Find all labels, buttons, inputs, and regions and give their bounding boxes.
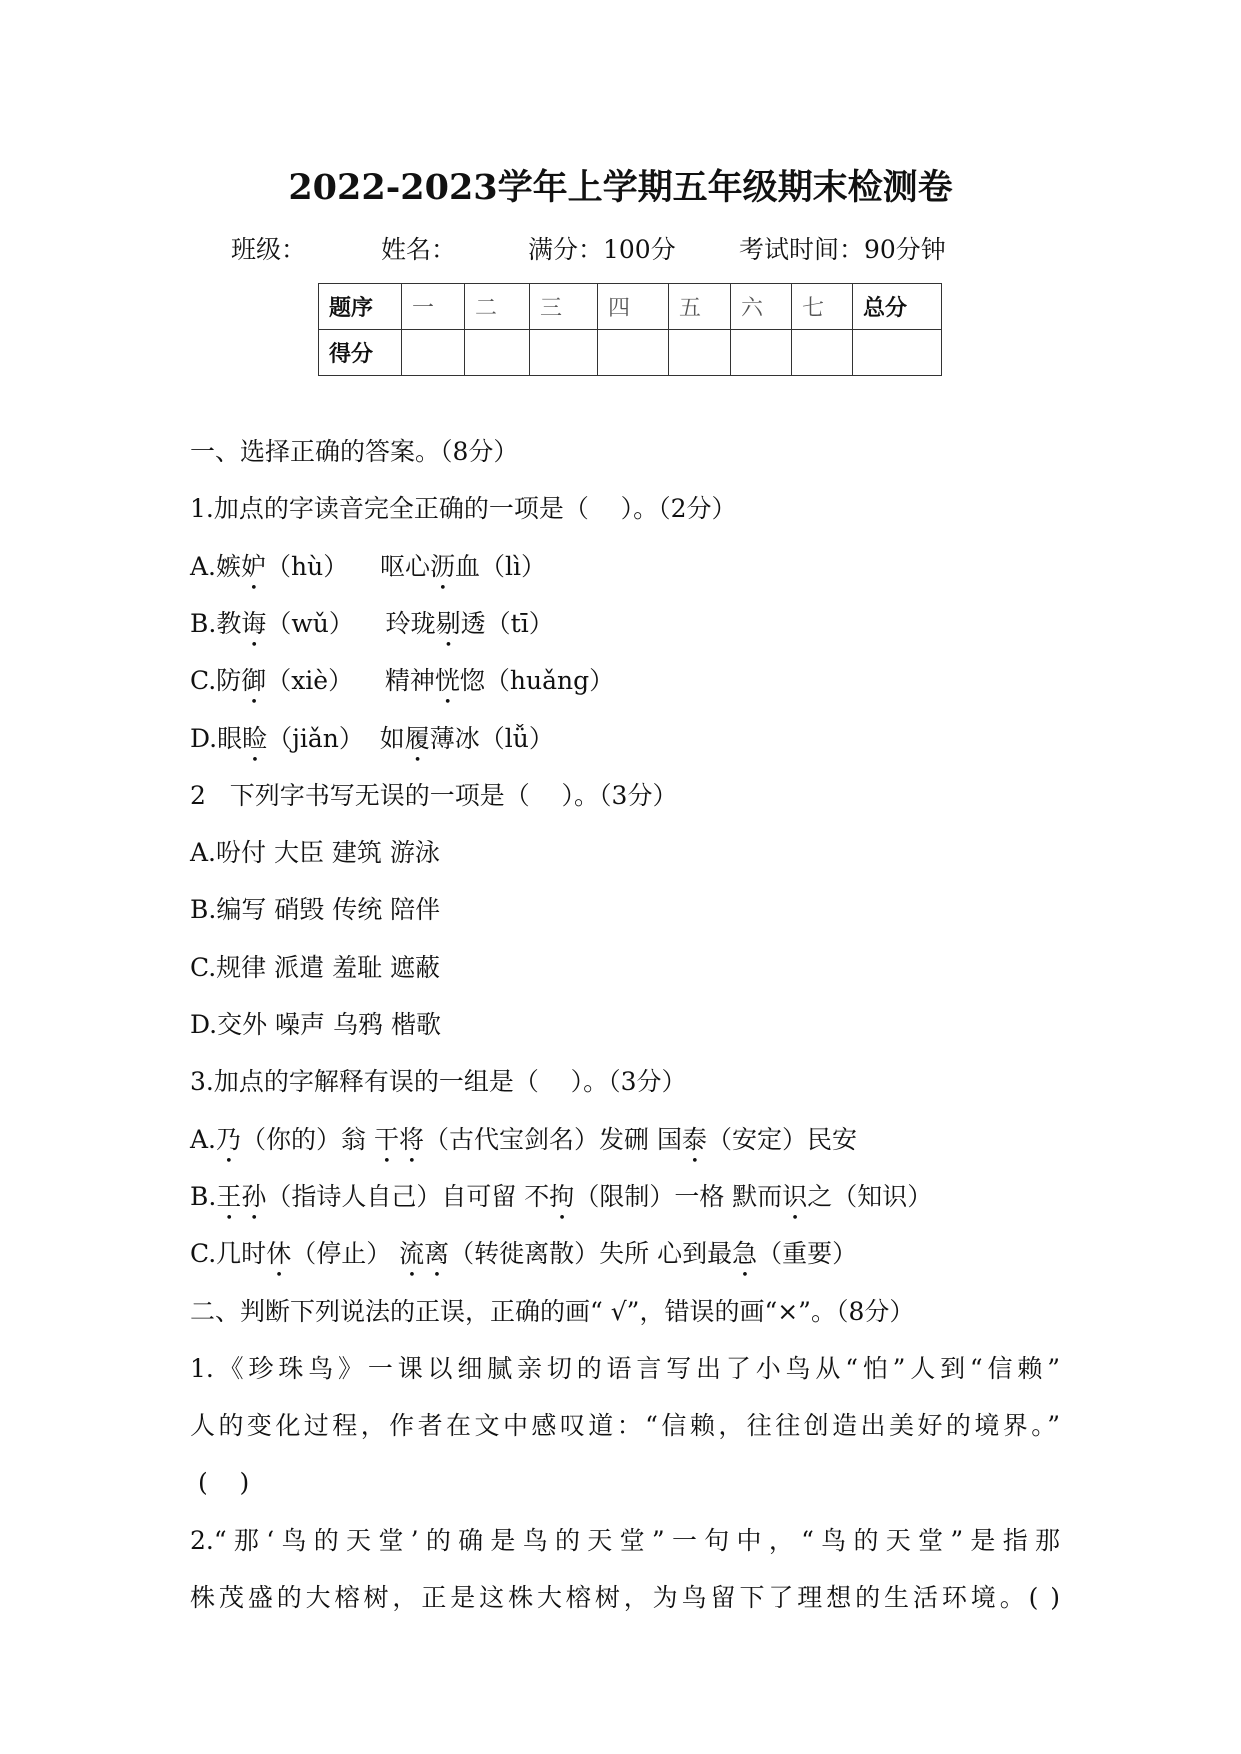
text-segment: D.交外 噪声 乌鸦 楷歌 [190, 1010, 441, 1039]
text-segment: 之（知识） [807, 1181, 933, 1211]
text-segment: B. [190, 1181, 217, 1211]
emphasized-char: 睑 [242, 723, 268, 753]
header-cell: 四 [598, 284, 669, 330]
emphasized-char: 恍 [434, 666, 460, 696]
text-segment: 1.加点的字读音完全正确的一项是（ ）。（2分） [190, 494, 737, 524]
text-segment: （重要） [757, 1239, 858, 1269]
exam-time-label: 考试时间：90分钟 [739, 235, 946, 264]
page-title: 2022-2023学年上学期五年级期末检测卷 [288, 167, 953, 208]
text-line [190, 1182, 932, 1226]
name-label: 姓名： [381, 235, 457, 264]
text-line [190, 1067, 687, 1097]
emphasized-char: 休 [266, 1239, 292, 1269]
text-segment: 3.加点的字解释有误的一组是（ ）。（3分） [190, 1067, 687, 1097]
header-cell: 二 [465, 284, 530, 330]
text-line [190, 437, 518, 467]
text-segment: （xiè） 精神 [266, 666, 435, 696]
emphasized-char: 履 [404, 723, 430, 753]
text-segment: 薄冰（lǚ） [429, 723, 554, 753]
score-cell[interactable] [402, 330, 465, 376]
text-line [190, 1468, 249, 1498]
text-segment: （转徙离散）失所 心到最 [449, 1239, 733, 1269]
text-segment: B.教 [190, 608, 242, 638]
text-segment: （hù） 呕心 [266, 551, 431, 581]
emphasized-char: 识 [782, 1181, 808, 1211]
text-segment: 透（tī） [460, 608, 554, 638]
text-line [190, 1239, 857, 1283]
class-label: 班级： [231, 235, 307, 264]
emphasized-char: 沥 [430, 551, 456, 581]
text-segment: （古代宝剑名）发硎 国 [424, 1124, 682, 1154]
emphasized-char: 急 [732, 1239, 758, 1269]
text-line [190, 552, 546, 596]
header-cell: 题序 [319, 284, 402, 330]
emphasized-char: 王孙 [216, 1181, 267, 1211]
text-line [190, 953, 440, 983]
text-line [190, 609, 554, 653]
text-segment: A. [190, 1124, 217, 1154]
emphasized-char: 乃 [216, 1124, 242, 1154]
text-segment: 2.“那‘鸟的天堂’的确是鸟的天堂”一句中，“鸟的天堂”是指那 [190, 1525, 1060, 1555]
text-segment: C.防 [190, 666, 242, 696]
emphasized-char: 泰 [681, 1124, 707, 1154]
text-segment: 血（lì） [455, 551, 547, 581]
text-segment: （停止） [291, 1239, 400, 1269]
text-line [190, 1583, 1060, 1613]
text-segment: D.眼 [190, 723, 243, 753]
text-line [190, 494, 737, 524]
text-segment: （jiǎn） 如 [267, 723, 405, 753]
text-line [190, 1125, 857, 1169]
header-cell: 六 [731, 284, 792, 330]
emphasized-char: 妒 [241, 551, 267, 581]
header-cell: 三 [530, 284, 598, 330]
text-segment: （指诗人自己）自可留 不 [266, 1181, 550, 1211]
score-table-header-row [319, 284, 942, 330]
text-segment: 惚（huǎng） [459, 666, 615, 696]
score-table [318, 283, 942, 376]
header-cell: 五 [669, 284, 731, 330]
text-segment: ( ) [190, 1468, 250, 1498]
text-segment: C.规律 派遣 羞耻 遮蔽 [190, 952, 441, 982]
text-segment: 1.《珍珠鸟》一课以细腻亲切的语言写出了小鸟从“怕”人到“信赖” [190, 1353, 1060, 1383]
score-cell[interactable] [669, 330, 731, 376]
emphasized-char: 拘 [549, 1181, 575, 1211]
header-cell: 总分 [853, 284, 942, 330]
score-cell[interactable] [853, 330, 942, 376]
score-cell[interactable] [598, 330, 669, 376]
text-segment: 2 下列字书写无误的一项是（ ）。（3分） [190, 780, 678, 810]
text-line [190, 1526, 1060, 1556]
emphasized-char: 诲 [241, 608, 267, 638]
header-cell: 一 [402, 284, 465, 330]
row-label: 得分 [319, 330, 402, 376]
emphasized-char: 干将 [373, 1124, 424, 1154]
text-segment: 株茂盛的大榕树，正是这株大榕树，为鸟留下了理想的生活环境。( ) [190, 1583, 1060, 1612]
score-table-score-row [319, 330, 942, 376]
score-cell[interactable] [792, 330, 853, 376]
text-line [190, 666, 614, 710]
header-cell: 七 [792, 284, 853, 330]
score-cell[interactable] [731, 330, 792, 376]
text-segment: （wǔ） 玲珑 [266, 608, 436, 638]
emphasized-char: 流离 [399, 1239, 450, 1269]
text-segment: 人的变化过程，作者在文中感叹道：“信赖，往往创造出美好的境界。” [190, 1411, 1060, 1441]
text-segment: （限制）一格 默而 [574, 1181, 783, 1211]
text-line [190, 1010, 441, 1040]
text-segment: 一、选择正确的答案。（8分） [190, 437, 519, 466]
text-line [190, 781, 677, 811]
text-segment: B.编写 硝毁 传统 陪伴 [190, 895, 441, 925]
text-line [190, 1354, 1060, 1384]
score-cell[interactable] [465, 330, 530, 376]
text-segment: C.几时 [190, 1239, 267, 1269]
text-line [190, 838, 440, 868]
full-score-label: 满分：100分 [528, 235, 676, 264]
text-segment: （你的）翁 [241, 1124, 374, 1154]
text-line [190, 1297, 914, 1327]
text-segment: A.吩付 大臣 建筑 游泳 [190, 838, 440, 868]
emphasized-char: 御 [241, 666, 267, 696]
text-line [190, 724, 554, 768]
text-line [190, 895, 440, 925]
score-cell[interactable] [530, 330, 598, 376]
text-segment: 二、判断下列说法的正误，正确的画“ √”，错误的画“×”。（8分） [190, 1296, 915, 1326]
emphasized-char: 剔 [435, 608, 461, 638]
text-segment: （安定）民安 [706, 1124, 857, 1154]
text-segment: A.嫉 [190, 551, 242, 581]
text-line [190, 1411, 1060, 1441]
